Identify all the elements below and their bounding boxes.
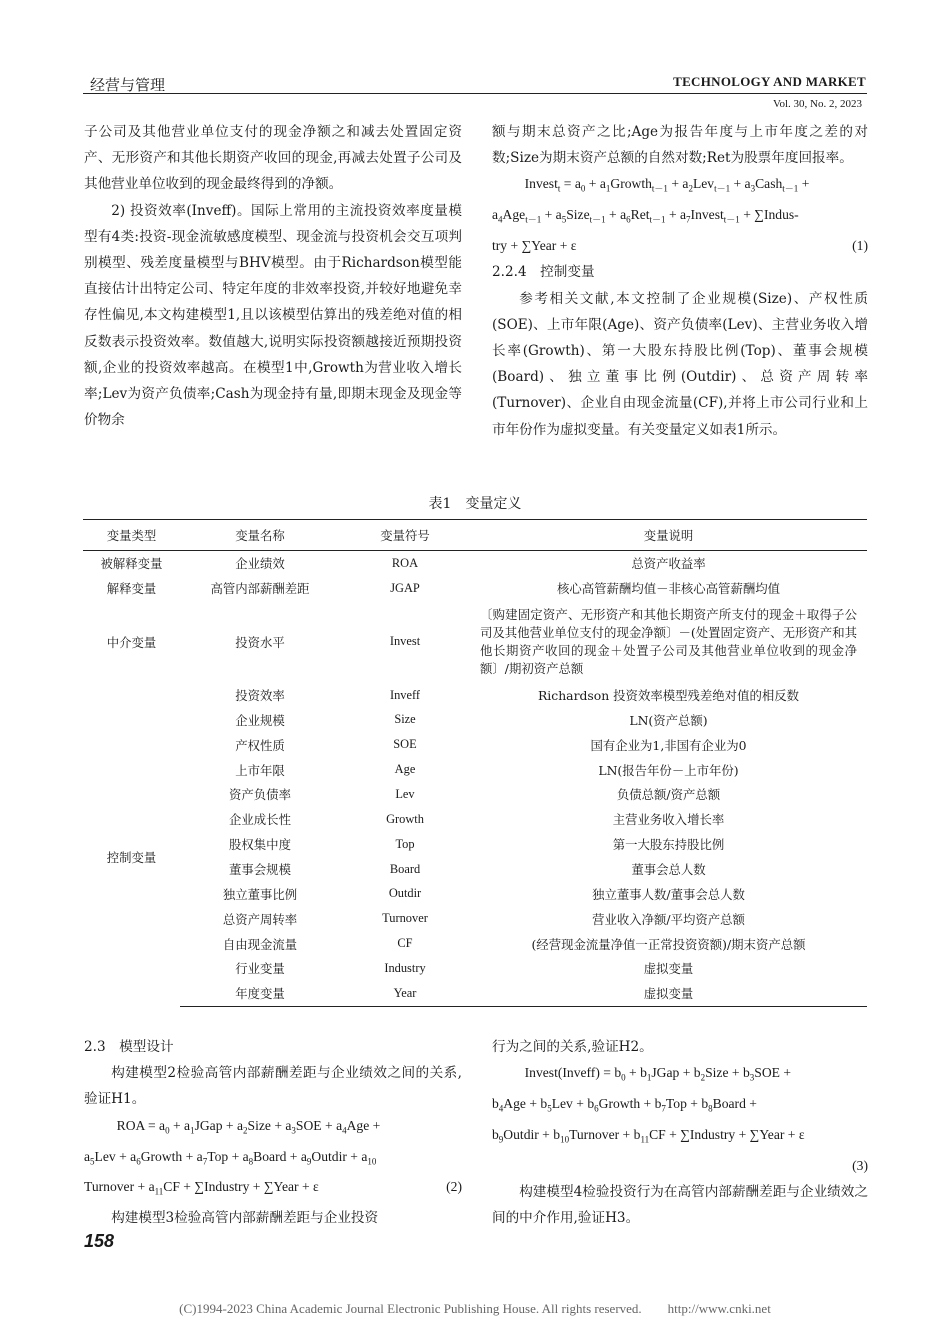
table-header-row [83, 520, 867, 551]
symbol-cell: Invest [389, 634, 421, 649]
symbol-cell: Industry [384, 960, 426, 975]
paragraph: 参考相关文献,本文控制了企业规模(Size)、产权性质(SOE)、上市年限(Age)、资产负债率(Lev)、主营业务收入增长率(Growth)、第一大股东持股比例(Top)、董事会规模(Board)、独立董事比例(Outdir)、总资产周转率(Turnover)、企业自由现金流量(CF),并将上市公司行业和上市年份作为虚拟变量。有关变量定义如表1所示。 [492, 290, 868, 438]
equation-number: (1) [852, 238, 868, 254]
group-cell: 控制变量 [106, 849, 157, 865]
symbol-cell: Size [394, 712, 416, 727]
table-row [83, 981, 867, 1006]
equation-number: (3) [852, 1157, 868, 1173]
left-column-top [84, 119, 462, 433]
symbol-cell: ROA [391, 555, 419, 570]
table-row [83, 931, 867, 956]
name-cell: 投资效率 [235, 688, 285, 704]
name-cell: 资产负债率 [229, 787, 291, 803]
variable-definition-table [83, 519, 867, 1007]
symbol-cell: Lev [395, 786, 415, 801]
paragraph: 2) 投资效率(Inveff)。国际上常用的主流投资效率度量模型有4类:投资-现金流敏感度模型、现金流与投资机会交互项判别模型、残差度量模型与BHV模型。由于Richardson模型能直接估计出特定公司、特定年度的非效率投资,并较好地避免幸存性偏见,本文构建模型1,且以该模型估算出的残差绝对值的相反数表示投资效率。数值越大,说明实际投资额越接近预期投资额,企业的投资效率越高。在模型1中,Growth为营业收入增长率;Lev为资产负债率;Cash为现金持有量,即期末现金及现金等价物余 [84, 202, 462, 429]
section-heading: 2.2.4 控制变量 [492, 264, 595, 281]
header-cell: 变量符号 [340, 520, 470, 551]
table-row [83, 956, 867, 981]
name-cell: 上市年限 [235, 762, 285, 778]
symbol-cell: Inveff [389, 687, 421, 702]
right-column-top [492, 119, 868, 443]
journal-section-title: 经营与管理 [90, 76, 166, 94]
name-cell: 董事会规模 [229, 862, 291, 878]
symbol-cell: Outdir [388, 886, 422, 901]
table-row [83, 807, 867, 832]
header-cell: 变量类型 [83, 520, 180, 551]
name-cell: 年度变量 [180, 981, 340, 1006]
desc-cell: 营业收入净额/平均资产总额 [592, 911, 745, 927]
symbol-cell: Age [394, 762, 416, 777]
symbol-cell: Top [395, 836, 415, 851]
desc-cell: 虚拟变量 [643, 961, 694, 977]
table-caption: 表1 变量定义 [428, 496, 522, 512]
equation-2: ROA = $a_0$ + $a_1JGap$ + $a_2Size + a_3SOE + a_4Age$ + $a_5Lev$ + $a_6Growth + a_7Top$ + $a_8Board$ + $a_9Outdir + a_{10}$ Turnover + $a_{11}CF$ + ∑Industry + ∑Year + ε (2) [84, 1113, 462, 1206]
header-cell: 变量说明 [470, 520, 867, 551]
desc-cell: 独立董事人数/董事会总人数 [592, 886, 745, 902]
paragraph: 额与期末总资产之比;Age为报告年度与上市年度之差的对数;Size为期末资产总额的自然对数;Ret为股票年度回报率。 [492, 124, 868, 167]
table-row [83, 906, 867, 931]
equation-3: Invest(Inveff) = $b_0$ + $b_1JGap$ + $b_2Size + b_3SOE$ + $b_4Age + b_5Lev$ + $b_6Growth + b_7Top$ + $b_8Board$ + $b_9Outdir$ + $b_{10}Turnover + b_{11}CF$ + ∑Industry + ∑Year + ε (3) [492, 1060, 868, 1179]
symbol-cell: JGAP [390, 580, 420, 595]
group-cell: 中介变量 [106, 634, 157, 650]
desc-cell: 主营业务收入增长率 [612, 812, 725, 828]
desc-cell: LN(报告年份－上市年份) [598, 762, 739, 778]
symbol-cell: SOE [393, 737, 417, 752]
paragraph: 构建模型2检验高管内部薪酬差距与企业绩效之间的关系,验证H1。 [84, 1065, 462, 1108]
name-cell: 股权集中度 [229, 837, 291, 853]
desc-cell: 负债总额/资产总额 [616, 787, 721, 803]
name-cell: 行业变量 [235, 961, 285, 977]
group-cell: 被解释变量 [100, 556, 163, 572]
table-row [83, 601, 867, 683]
equation-number: (2) [446, 1179, 462, 1195]
desc-cell: 第一大股东持股比例 [612, 837, 725, 853]
name-cell: 独立董事比例 [222, 886, 298, 902]
name-cell: 企业绩效 [235, 556, 285, 572]
table-row [83, 576, 867, 601]
name-cell: 投资水平 [235, 634, 285, 650]
table-row [83, 551, 867, 576]
journal-volume: Vol. 30, No. 2, 2023 [772, 98, 862, 110]
desc-cell: 国有企业为1,非国有企业为0 [590, 737, 747, 753]
table-row [83, 732, 867, 757]
paragraph: 子公司及其他营业单位支付的现金净额之和减去处置固定资产、无形资产和其他长期资产收回的现金,再减去处置子公司及其他营业单位收到的现金最终得到的净额。 [84, 124, 462, 193]
name-cell: 高管内部薪酬差距 [210, 581, 310, 597]
section-heading: 2.3 模型设计 [84, 1039, 174, 1055]
name-cell: 企业成长性 [229, 812, 291, 828]
right-column-bottom [492, 1034, 868, 1232]
header-rule [83, 93, 867, 94]
page-number: 158 [84, 1231, 115, 1251]
symbol-cell: Year [340, 981, 470, 1006]
desc-cell: 虚拟变量 [470, 981, 867, 1006]
name-cell: 自由现金流量 [222, 936, 298, 952]
table-row [83, 881, 867, 906]
table-row [83, 757, 867, 782]
name-cell: 产权性质 [235, 737, 285, 753]
name-cell: 企业规模 [235, 712, 285, 728]
left-column-bottom [84, 1034, 462, 1232]
symbol-cell: Board [389, 861, 421, 876]
table-row [83, 857, 867, 882]
desc-cell: Richardson 投资效率模型残差绝对值的相反数 [537, 688, 800, 704]
table-row [83, 782, 867, 807]
table-row [83, 683, 867, 708]
group-cell: 解释变量 [106, 581, 157, 597]
table-row [83, 708, 867, 733]
desc-cell: LN(资产总额) [629, 712, 708, 728]
symbol-cell: Growth [386, 811, 424, 826]
table-row [83, 832, 867, 857]
equation-1: Invest$_t$ = $a_0$ + $a_1Growth_{t-1} + a_2Lev_{t-1}$ + $a_3Cash_{t-1}$ + $a_4Age_{t-1}$ + $a_5Size_{t-1} + a_6Ret_{t-1}$ + $a_7Invest_{t-1}$ + ∑Indus- try + ∑Year + ε (1) [492, 171, 868, 259]
symbol-cell: CF [397, 936, 413, 951]
symbol-cell: Turnover [382, 911, 428, 926]
paragraph: 行为之间的关系,验证H2。 [492, 1039, 653, 1055]
desc-cell: (经营现金流量净值一正常投资资额)/期末资产总额 [531, 936, 806, 952]
paragraph: 构建模型4检验投资行为在高管内部薪酬差距与企业绩效之间的中介作用,验证H3。 [492, 1184, 868, 1227]
copyright-footer: (C)1994-2023 China Academic Journal Electronic Publishing House. All rights reserved. http://www.cnki.net [179, 1301, 771, 1316]
name-cell: 总资产周转率 [222, 911, 298, 927]
journal-name: TECHNOLOGY AND MARKET [673, 74, 866, 89]
header-cell: 变量名称 [180, 520, 340, 551]
group-cell [83, 683, 180, 708]
paragraph: 构建模型3检验高管内部薪酬差距与企业投资 [111, 1210, 379, 1227]
desc-cell: 核心高管薪酬均值－非核心高管薪酬均值 [556, 581, 781, 597]
desc-cell: 董事会总人数 [631, 862, 706, 878]
desc-cell: 总资产收益率 [631, 556, 706, 572]
desc-cell: 〔购建固定资产、无形资产和其他长期资产所支付的现金＋取得子公司及其他营业单位支付的现金净额〕－(处置固定资产、无形资产和其他长期资产收回的现金＋处置子公司及其他营业单位收到的现金净额〕/期初资产总额 [480, 606, 857, 676]
